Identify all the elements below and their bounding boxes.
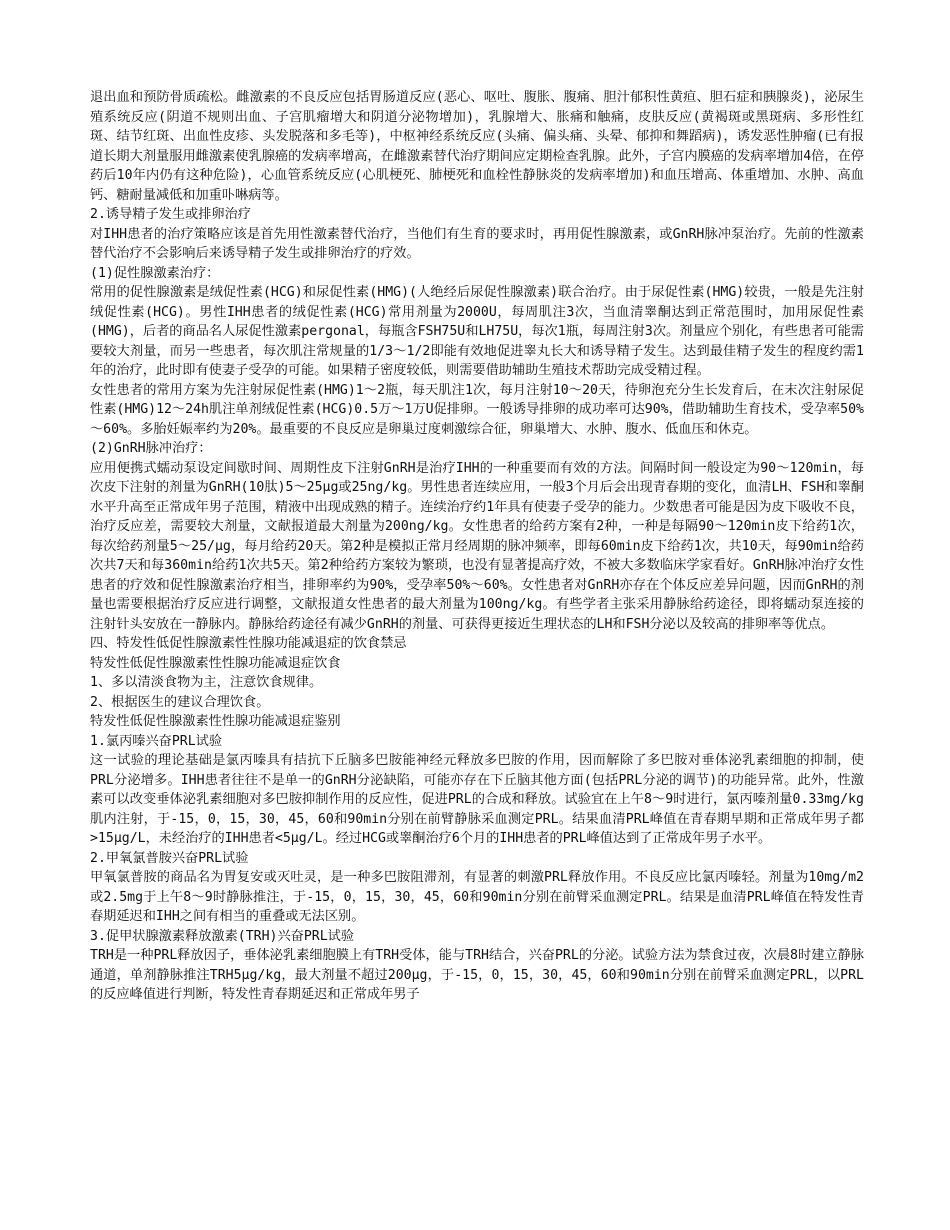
subheading-metoclopramide-test: 2.甲氧氯普胺兴奋PRL试验 (90, 850, 249, 866)
metoclopramide-test-paragraph: 甲氧氯普胺的商品名为胃复安或灭吐灵，是一种多巴胺阻滞剂，有显著的刺激PRL释放作用。不良反应比氯丙嗪轻。剂量为10mg/m2或2.5mg于上午8～9时静脉推注，于-15，0，15，30，45，60和90min分别在前臂采血测定PRL。结果是血清PRL峰值在特发性青春期延迟和IHH之间有相当的重叠或无法区别。 (90, 870, 864, 924)
subheading-chlorpromazine-test: 1.氯丙嗪兴奋PRL试验 (90, 733, 223, 749)
section-heading-diet-taboos: 四、特发性低促性腺激素性性腺功能减退症的饮食禁忌 (90, 636, 407, 651)
estrogen-side-effects-paragraph: 退出血和预防骨质疏松。雌激素的不良反应包括胃肠道反应(恶心、呕吐、腹胀、腹痛、胆汁郁积性黄疸、胆石症和胰腺炎)，泌尿生殖系统反应(阴道不规则出血、子宫肌瘤增大和阴道分泌物增加)，乳腺增大、胀痛和触痛，皮肤反应(黄褐斑或黑斑病、多形性红斑、结节红斑、出血性皮疹、头发脱落和多毛等)，中枢神经系统反应(头痛、偏头痛、头晕、郁抑和舞蹈病)，诱发恶性肿瘤(已有报道长期大剂量服用雌激素使乳腺癌的发病率增高，在雌激素替代治疗期间应定期检查乳腺。此外，子宫内膜癌的发病率增加4倍，在停药后10年内仍有这种危险)，心血管系统反应(心肌梗死、肺梗死和血栓性静脉炎的发病率增加)和血压增高、体重增加、水肿、高血钙、糖耐量减低和加重卟啉病等。 (90, 90, 864, 203)
gnrh-pulse-paragraph: 应用便携式蠕动泵设定间歇时间、周期性皮下注射GnRH是治疗IHH的一种重要而有效的方法。间隔时间一般设定为90～120min，每次皮下注射的剂量为GnRH(10肽)5～25μg或25ng/kg。男性患者连续应用，一般3个月后会出现青春期的变化，血清LH、FSH和睾酮水平升高至正常成年男子范围，精液中出现成熟的精子。连续治疗约1年具有使妻子受孕的能力。少数患者可能是因为皮下吸收不良，治疗反应差，需要较大剂量，文献报道最大剂量为200ng/kg。女性患者的给药方案有2种，一种是每隔90～120min皮下给药1次，每次给药剂量5～25/μg，每月给药20天。第2种是模拟正常月经周期的脉冲频率，即每60min皮下给药1次，共10天，每90min给药次共7天和每360min给药1次共5天。第2种给药方案较为繁琐，也没有显著提高疗效，不被大多数临床学家看好。GnRH脉冲治疗女性患者的疗效和促性腺激素治疗相当，排卵率约为90%，受孕率50%～60%。女性患者对GnRH亦存在个体反应差异问题，因而GnRH的剂量也需要根据治疗反应进行调整，文献报道女性患者的最大剂量为100ng/kg。有些学者主张采用静脉给药途径，即将蠕动泵连接的注射针头安放在一静脉内。静脉给药途径有减少GnRH的剂量、可获得更接近生理状态的LH和FSH分泌以及较高的排卵率等优点。 (90, 460, 864, 632)
differential-diagnosis-heading: 特发性低促性腺激素性性腺功能减退症鉴别 (90, 714, 341, 729)
diet-item-1: 1、多以清淡食物为主，注意饮食规律。 (90, 675, 323, 690)
diet-heading: 特发性低促性腺激素性性腺功能减退症饮食 (90, 655, 341, 671)
document-page (90, 88, 864, 1005)
gonadotropin-male-paragraph: 常用的促性腺激素是绒促性素(HCG)和尿促性素(HMG)(人绝经后尿促性腺激素)联合治疗。由于尿促性素(HMG)较贵，一般是先注射绒促性素(HCG)。男性IHH患者的绒促性素(HCG)常用剂量为2000U，每周肌注3次，当血清睾酮达到正常范围时，加用尿促性素(HMG)，后者的商品名人尿促性激素pergonal，每瓶含FSH75U和LH75U，每次1瓶，每周注射3次。剂量应个别化，有些患者可能需要较大剂量，而另一些患者，每次肌注常规量的1/3～1/2即能有效地促进睾丸长大和诱导精子发生。达到最佳精子发生的程度约需1年的治疗，此时即有使妻子受孕的可能。如果精子密度较低，则需要借助辅助生殖技术帮助完成受精过程。 (90, 285, 864, 378)
section-heading-induction-therapy: 2.诱导精子发生或排卵治疗 (90, 207, 251, 222)
subheading-gnrh-pulse-therapy: (2)GnRH脉冲治疗： (90, 441, 212, 456)
subheading-gonadotropin-therapy: (1)促性腺激素治疗： (90, 265, 220, 281)
gonadotropin-female-paragraph: 女性患者的常用方案为先注射尿促性素(HMG)1～2瓶，每天肌注1次，每月注射10～20天，待卵泡充分生长发育后，在末次注射尿促性素(HMG)12～24h肌注单剂绒促性素(HCG)0.5万～1万U促排卵。一般诱导排卵的成功率可达90%，借助辅助生育技术，受孕率50%～60%。多胎妊娠率约为20%。最重要的不良反应是卵巢过度刺激综合征，卵巢增大、水肿、腹水、低血压和休克。 (90, 382, 864, 437)
treatment-strategy-paragraph: 对IHH患者的治疗策略应该是首先用性激素替代治疗，当他们有生育的要求时，再用促性腺激素，或GnRH脉冲泵治疗。先前的性激素替代治疗不会影响后来诱导精子发生或排卵治疗的疗效。 (90, 226, 864, 261)
subheading-trh-test: 3.促甲状腺激素释放激素(TRH)兴奋PRL试验 (90, 928, 355, 944)
chlorpromazine-test-paragraph: 这一试验的理论基础是氯丙嗪具有拮抗下丘脑多巴胺能神经元释放多巴胺的作用，因而解除了多巴胺对垂体泌乳素细胞的抑制，使PRL分泌增多。IHH患者往往不是单一的GnRH分泌缺陷，可能亦存在下丘脑其他方面(包括PRL分泌的调节)的功能异常。此外，性激素可以改变垂体泌乳素细胞对多巴胺抑制作用的反应性，促进PRL的合成和释放。试验宜在上午8～9时进行，氯丙嗪剂量0.33mg/kg肌内注射，于-15，0，15，30，45，60和90min分别在前臂静脉采血测定PRL。结果血清PRL峰值在青春期早期和正常成年男子都>15μg/L，未经治疗的IHH患者<5μg/L。经过HCG或睾酮治疗6个月的IHH患者的PRL峰值达到了正常成年男子水平。 (90, 753, 864, 846)
diet-item-2: 2、根据医生的建议合理饮食。 (90, 694, 270, 710)
trh-test-paragraph: TRH是一种PRL释放因子，垂体泌乳素细胞膜上有TRH受体，能与TRH结合，兴奋PRL的分泌。试验方法为禁食过夜，次晨8时建立静脉通道，单剂静脉推注TRH5μg/kg，最大剂量不超过200μg，于-15，0，15，30，45，60和90min分别在前臂采血测定PRL，以PRL的反应峰值进行判断，特发性青春期延迟和正常成年男子 (90, 948, 864, 1002)
